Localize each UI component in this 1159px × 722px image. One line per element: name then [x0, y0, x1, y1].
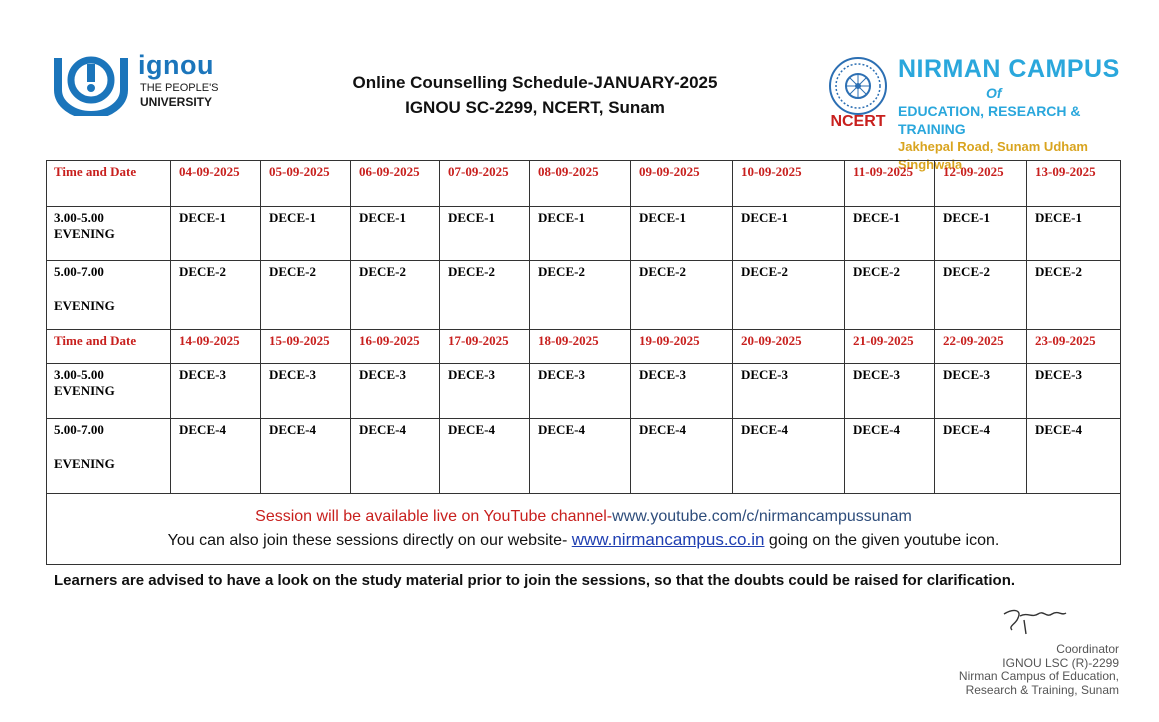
slot-time: 5.00-7.00 [54, 264, 104, 279]
time-slot-row [47, 261, 1121, 330]
course-cell: DECE-4 [631, 419, 733, 494]
course-cell: DECE-1 [351, 207, 440, 261]
date-cell: 22-09-2025 [935, 330, 1027, 364]
nirman-campus-logo [898, 54, 1138, 174]
youtube-note [55, 508, 1112, 526]
schedule-title: Online Counselling Schedule-JANUARY-2025 [352, 73, 718, 92]
time-slot-row [47, 419, 1121, 494]
ignou-wordmark: ignou [138, 50, 214, 80]
course-cell: DECE-3 [351, 364, 440, 419]
course-cell: DECE-2 [530, 261, 631, 330]
slot-period: EVENING [54, 383, 115, 398]
nirman-subtitle: EDUCATION, RESEARCH & TRAINING [898, 103, 1081, 137]
course-cell: DECE-2 [1027, 261, 1121, 330]
date-cell: 09-09-2025 [631, 161, 733, 207]
course-cell: DECE-2 [733, 261, 845, 330]
date-cell: 17-09-2025 [440, 330, 530, 364]
nirman-address: Jakhepal Road, Sunam Udham Singhwala [898, 139, 1088, 172]
course-cell: DECE-1 [631, 207, 733, 261]
ignou-emblem-icon [50, 50, 132, 116]
date-cell: 08-09-2025 [530, 161, 631, 207]
coordinator-institute-2: Research & Training, Sunam [965, 682, 1119, 697]
course-cell: DECE-3 [261, 364, 351, 419]
coordinator-office: IGNOU LSC (R)-2299 [1002, 655, 1119, 670]
course-cell: DECE-4 [845, 419, 935, 494]
slot-period: EVENING [54, 298, 115, 313]
course-cell: DECE-3 [845, 364, 935, 419]
course-cell: DECE-3 [631, 364, 733, 419]
date-cell: 13-09-2025 [1027, 161, 1121, 207]
date-cell: 06-09-2025 [351, 161, 440, 207]
schedule-subtitle: IGNOU SC-2299, NCERT, Sunam [405, 98, 665, 117]
footer-row [47, 494, 1121, 565]
course-cell: DECE-4 [935, 419, 1027, 494]
website-note-tail: going on the given youtube icon. [764, 532, 1000, 549]
course-cell: DECE-3 [1027, 364, 1121, 419]
course-cell: DECE-1 [530, 207, 631, 261]
schedule-table [46, 160, 1121, 565]
slot-time: 5.00-7.00 [54, 422, 104, 437]
course-cell: DECE-3 [171, 364, 261, 419]
ncert-logo [824, 52, 892, 142]
date-cell: 19-09-2025 [631, 330, 733, 364]
time-slot-cell [47, 207, 171, 261]
slot-time: 3.00-5.00 [54, 367, 104, 382]
date-cell: 12-09-2025 [935, 161, 1027, 207]
footer-cell [47, 494, 1121, 565]
website-note [55, 530, 1112, 550]
course-cell: DECE-1 [845, 207, 935, 261]
date-cell: 21-09-2025 [845, 330, 935, 364]
time-and-date-label: Time and Date [47, 330, 171, 364]
date-cell: 15-09-2025 [261, 330, 351, 364]
learners-notice: Learners are advised to have a look on the study material prior to join the sessions, so that the doubts could be raised for clarification. [54, 572, 1016, 589]
coordinator-signature [1000, 604, 1070, 638]
date-cell: 18-09-2025 [530, 330, 631, 364]
course-cell: DECE-2 [845, 261, 935, 330]
course-cell: DECE-4 [171, 419, 261, 494]
course-cell: DECE-1 [171, 207, 261, 261]
youtube-note-text: Session will be available live on YouTube channel- [255, 508, 613, 525]
date-cell: 05-09-2025 [261, 161, 351, 207]
slot-time: 3.00-5.00 [54, 210, 104, 225]
course-cell: DECE-4 [530, 419, 631, 494]
date-cell: 04-09-2025 [171, 161, 261, 207]
ignou-logo [50, 48, 230, 120]
ignou-tagline-university: UNIVERSITY [140, 95, 213, 109]
course-cell: DECE-1 [440, 207, 530, 261]
time-slot-cell [47, 261, 171, 330]
course-cell: DECE-4 [733, 419, 845, 494]
date-header-row [47, 330, 1121, 364]
course-cell: DECE-4 [351, 419, 440, 494]
coordinator-title: Coordinator [1056, 642, 1119, 656]
date-header-row [47, 161, 1121, 207]
date-cell: 10-09-2025 [733, 161, 845, 207]
date-cell: 16-09-2025 [351, 330, 440, 364]
date-cell: 23-09-2025 [1027, 330, 1121, 364]
date-cell: 11-09-2025 [845, 161, 935, 207]
time-slot-row [47, 364, 1121, 419]
slot-period: EVENING [54, 456, 115, 471]
course-cell: DECE-1 [733, 207, 845, 261]
ncert-label: NCERT [830, 113, 886, 130]
course-cell: DECE-1 [261, 207, 351, 261]
time-slot-cell [47, 419, 171, 494]
ignou-tagline: THE PEOPLE'S [140, 82, 219, 94]
coordinator-institute: Nirman Campus of Education, [958, 669, 1119, 683]
website-note-text: You can also join these sessions directly on our website- [167, 532, 572, 549]
website-link[interactable]: www.nirmancampus.co.in [571, 530, 765, 549]
course-cell: DECE-3 [733, 364, 845, 419]
course-cell: DECE-2 [935, 261, 1027, 330]
youtube-channel-url[interactable]: www.youtube.com/c/nirmancampussunam [612, 508, 912, 525]
time-and-date-label: Time and Date [47, 161, 171, 207]
date-cell: 14-09-2025 [171, 330, 261, 364]
nirman-name: NIRMAN CAMPUS [898, 55, 1120, 83]
course-cell: DECE-3 [935, 364, 1027, 419]
course-cell: DECE-2 [631, 261, 733, 330]
course-cell: DECE-4 [1027, 419, 1121, 494]
course-cell: DECE-2 [171, 261, 261, 330]
course-cell: DECE-2 [440, 261, 530, 330]
course-cell: DECE-4 [440, 419, 530, 494]
coordinator-block [959, 643, 1119, 697]
course-cell: DECE-1 [1027, 207, 1121, 261]
course-cell: DECE-2 [261, 261, 351, 330]
course-cell: DECE-3 [440, 364, 530, 419]
nirman-of: Of [986, 85, 1002, 101]
course-cell: DECE-4 [261, 419, 351, 494]
date-cell: 07-09-2025 [440, 161, 530, 207]
course-cell: DECE-2 [351, 261, 440, 330]
time-slot-row [47, 207, 1121, 261]
slot-period: EVENING [54, 226, 115, 241]
course-cell: DECE-1 [935, 207, 1027, 261]
date-cell: 20-09-2025 [733, 330, 845, 364]
course-cell: DECE-3 [530, 364, 631, 419]
time-slot-cell [47, 364, 171, 419]
